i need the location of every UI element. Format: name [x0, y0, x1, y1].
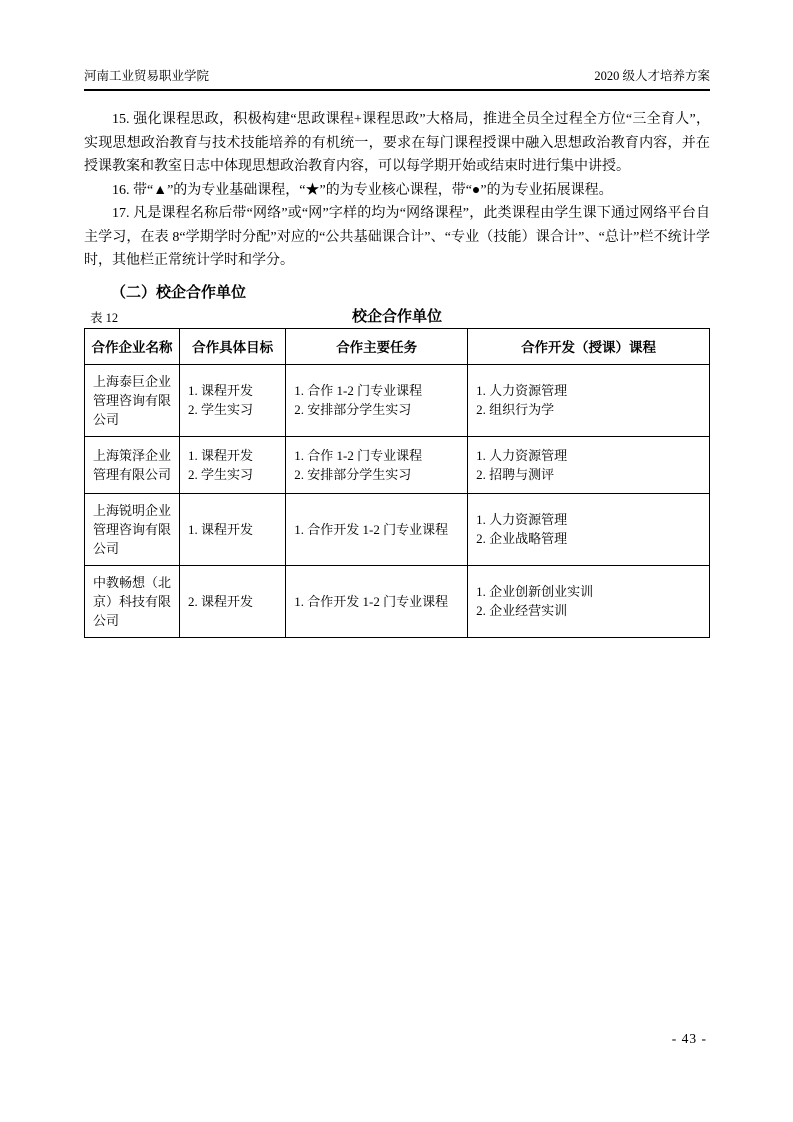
- page-content: [84, 0, 710, 638]
- table-row: [85, 565, 710, 637]
- cell-line: 1. 合作 1-2 门专业课程: [294, 447, 423, 463]
- page-number: - 43 -: [671, 1031, 707, 1046]
- column-header: 合作企业名称: [85, 328, 180, 364]
- cell-line: 2. 企业战略管理: [476, 531, 568, 546]
- tasks-cell: [286, 565, 468, 637]
- tasks-cell: [286, 493, 468, 565]
- cell-line: 上海泰巨企业管理咨询有限公司: [93, 373, 172, 427]
- table-row: [85, 436, 710, 493]
- courses-cell: [468, 364, 710, 436]
- page-header: [84, 0, 710, 91]
- cell-line: 2. 安排部分学生实习: [294, 466, 412, 482]
- paragraph-17: 17. 凡是课程名称后带“网络”或“网”字样的均为“网络课程”，此类课程由学生课下通过网络平台自主学习，在表 8“学期学时分配”对应的“公共基础课合计”、“专业（技能）课合计”、“总计”栏不统计学时，其他栏正常统计学时和学分。: [84, 206, 710, 268]
- cell-line: 1. 人力资源管理: [476, 383, 568, 398]
- table-header-row: [85, 328, 710, 364]
- table-row: [85, 364, 710, 436]
- company-cell: [85, 493, 180, 565]
- courses-cell: [468, 565, 710, 637]
- courses-cell: [468, 436, 710, 493]
- cell-line: 2. 组织行为学: [476, 402, 555, 417]
- cell-line: 1. 人力资源管理: [476, 512, 568, 527]
- paragraph-16: 16. 带“▲”的为专业基础课程，“★”的为专业核心课程，带“●”的为专业拓展课程。: [112, 182, 613, 198]
- table-caption-row: [84, 306, 710, 327]
- tasks-cell: [286, 436, 468, 493]
- cell-line: 1. 人力资源管理: [476, 447, 568, 463]
- cell-line: 2. 安排部分学生实习: [294, 402, 412, 417]
- column-header: 合作开发（授课）课程: [468, 328, 710, 364]
- header-school-name: 河南工业贸易职业学院: [84, 69, 210, 83]
- courses-cell: [468, 493, 710, 565]
- column-header: 合作主要任务: [286, 328, 468, 364]
- company-cell: [85, 436, 180, 493]
- cell-line: 2. 企业经营实训: [476, 603, 568, 618]
- cell-line: 1. 课程开发: [188, 447, 254, 463]
- goals-cell: [180, 436, 286, 493]
- company-cell: [85, 565, 180, 637]
- cell-line: 2. 学生实习: [188, 466, 254, 482]
- tasks-cell: [286, 364, 468, 436]
- goals-cell: [180, 364, 286, 436]
- cell-line: 1. 合作开发 1-2 门专业课程: [294, 521, 449, 537]
- table-body: [85, 364, 710, 637]
- cell-line: 中教畅想（北京）科技有限公司: [93, 574, 172, 628]
- company-cell: [85, 364, 180, 436]
- table-label: 表 12: [90, 310, 119, 325]
- cell-line: 1. 企业创新创业实训: [476, 584, 594, 599]
- cell-line: 2. 招聘与测评: [476, 466, 555, 482]
- cell-line: 1. 课程开发: [188, 383, 254, 398]
- cell-line: 2. 课程开发: [188, 593, 254, 609]
- table-row: [85, 493, 710, 565]
- table-caption: 校企合作单位: [351, 307, 442, 325]
- cell-line: 上海锐明企业管理咨询有限公司: [93, 502, 172, 556]
- cell-line: 2. 学生实习: [188, 402, 254, 417]
- cell-line: 1. 合作开发 1-2 门专业课程: [294, 593, 449, 609]
- paragraph-15: 15. 强化课程思政，积极构建“思政课程+课程思政”大格局，推进全员全过程全方位“三全育人”，实现思想政治教育与技术技能培养的有机统一，要求在每门课程授课中融入思想政治教育内容，并在授课教案和教室日志中体现思想政治教育内容，可以每学期开始或结束时进行集中讲授。: [84, 112, 710, 174]
- goals-cell: [180, 565, 286, 637]
- column-header: 合作具体目标: [180, 328, 286, 364]
- goals-cell: [180, 493, 286, 565]
- cell-line: 1. 合作 1-2 门专业课程: [294, 383, 423, 398]
- section-heading: （二）校企合作单位: [111, 283, 247, 301]
- cell-line: 上海策泽企业管理有限公司: [93, 447, 172, 482]
- cell-line: 1. 课程开发: [188, 521, 254, 537]
- cooperation-table: [84, 328, 710, 638]
- header-plan-title: 2020 级人才培养方案: [594, 69, 710, 83]
